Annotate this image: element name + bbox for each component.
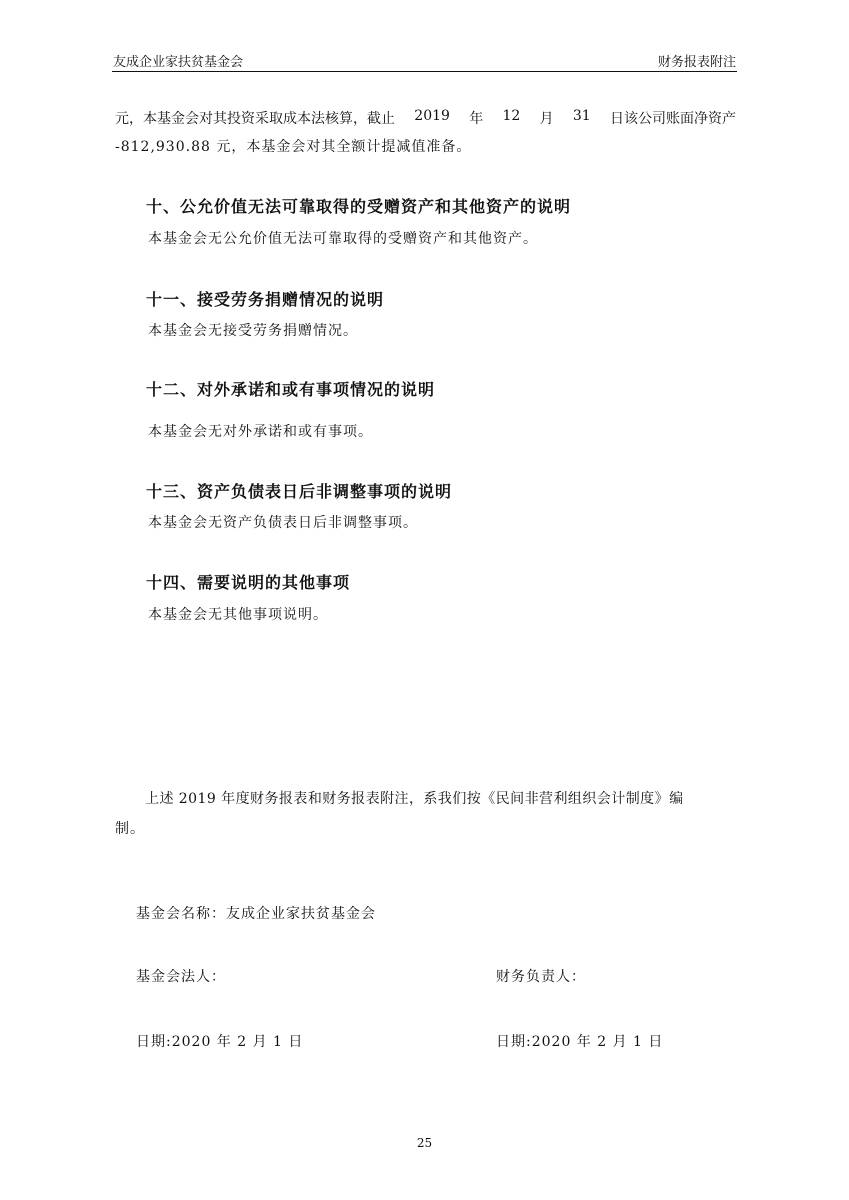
intro-part: 12 — [502, 108, 521, 124]
intro-part: 2019 — [414, 108, 450, 124]
section-14-title: 十四、需要说明的其他事项 — [146, 573, 351, 592]
date-left: 日期:2020 年 2 月 1 日 — [136, 1034, 304, 1050]
section-13-body: 本基金会无资产负债表日后非调整事项。 — [148, 515, 418, 531]
date-right: 日期:2020 年 2 月 1 日 — [496, 1034, 664, 1050]
finance-head-label: 财务负责人： — [496, 969, 586, 985]
intro-part: 元，本基金会对其投资采取成本法核算，截止 — [115, 111, 395, 127]
section-10-body: 本基金会无公允价值无法可靠取得的受赠资产和其他资产。 — [148, 231, 538, 247]
section-11-body: 本基金会无接受劳务捐赠情况。 — [148, 323, 358, 339]
section-13-title: 十三、资产负债表日后非调整事项的说明 — [146, 482, 453, 501]
intro-part: 31 — [572, 108, 591, 124]
page-number: 25 — [416, 1136, 433, 1150]
section-12-title: 十二、对外承诺和或有事项情况的说明 — [146, 380, 436, 399]
header-org-name: 友成企业家扶贫基金会 — [113, 55, 244, 70]
foundation-name: 基金会名称：友成企业家扶贫基金会 — [136, 906, 376, 922]
section-14-body: 本基金会无其他事项说明。 — [148, 607, 328, 623]
section-12-body: 本基金会无对外承诺和或有事项。 — [148, 424, 373, 440]
statement-line-1: 上述 2019 年度财务报表和财务报表附注，系我们按《民间非营利组织会计制度》编 — [145, 791, 684, 807]
header-rule — [112, 71, 737, 72]
intro-part: 月 — [539, 111, 554, 127]
intro-part: 日该公司账面净资产 — [609, 111, 736, 127]
legal-representative-label: 基金会法人： — [136, 969, 226, 985]
intro-part: 年 — [469, 111, 484, 127]
intro-line-2: -812,930.88 元，本基金会对其全额计提减值准备。 — [115, 139, 472, 155]
statement-line-2: 制。 — [115, 821, 145, 837]
section-11-title: 十一、接受劳务捐赠情况的说明 — [146, 290, 385, 309]
intro-line-1 — [115, 108, 736, 128]
header-doc-type: 财务报表附注 — [657, 55, 736, 70]
section-10-title: 十、公允价值无法可靠取得的受赠资产和其他资产的说明 — [146, 197, 572, 216]
